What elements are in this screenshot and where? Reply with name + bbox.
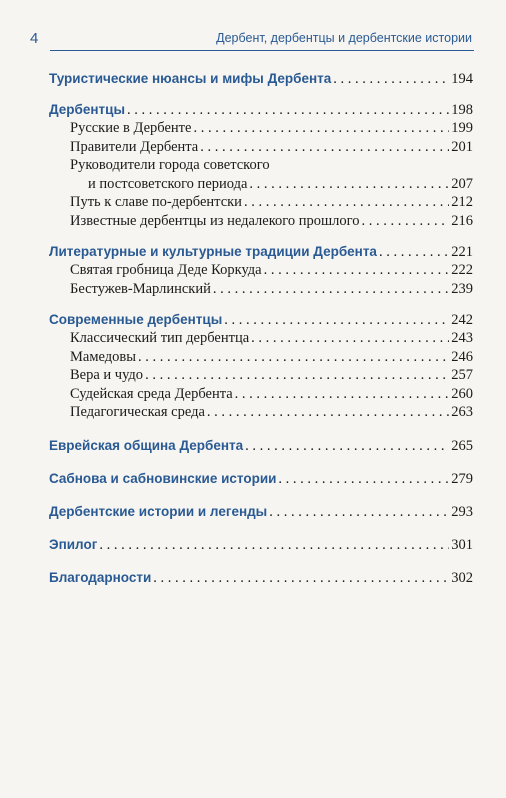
toc-leader-dots xyxy=(278,470,449,488)
toc-page-number: 263 xyxy=(451,404,473,420)
toc-subentry[interactable] xyxy=(49,212,473,231)
toc-leader-dots xyxy=(379,243,449,261)
toc-leader-dots xyxy=(138,348,449,367)
toc-page-number: 221 xyxy=(451,244,473,260)
toc-page-number: 301 xyxy=(451,536,473,553)
toc-subentry[interactable] xyxy=(49,403,473,422)
toc-page-number: 265 xyxy=(451,437,473,454)
toc-entry-title: Русские в Дербенте xyxy=(70,120,192,136)
toc-leader-dots xyxy=(333,70,449,88)
toc-section-sabnova[interactable] xyxy=(49,470,473,488)
toc-section-derbenttsy[interactable] xyxy=(49,101,473,119)
toc-page-number: 279 xyxy=(451,470,473,487)
toc-page-number: 198 xyxy=(451,102,473,118)
toc-entry-title: Святая гробница Деде Коркуда xyxy=(70,262,262,278)
toc-entry-title: Мамедовы xyxy=(70,348,136,365)
toc-page-number: 242 xyxy=(451,312,473,328)
toc-section-tourist-myths[interactable] xyxy=(49,70,473,88)
toc-entry-title: Вера и чудо xyxy=(70,367,144,383)
toc-leader-dots xyxy=(244,193,449,212)
toc-leader-dots xyxy=(145,366,449,385)
running-title: Дербент, дербентцы и дербентские истории xyxy=(216,31,472,45)
toc-page-number: 293 xyxy=(451,503,473,520)
toc-section-epilogue[interactable] xyxy=(49,536,473,554)
toc-leader-dots xyxy=(213,280,449,299)
toc-page-number: 207 xyxy=(451,175,473,192)
toc-leader-dots xyxy=(207,403,449,422)
toc-subentry[interactable] xyxy=(49,261,473,280)
toc-entry-title: Правители Дербента xyxy=(70,138,199,155)
toc-subentry[interactable] xyxy=(49,156,473,175)
toc-subentry[interactable] xyxy=(49,280,473,299)
toc-leader-dots xyxy=(269,503,449,521)
toc-entry-title: Руководители города советского xyxy=(70,157,270,173)
header-rule xyxy=(50,50,474,51)
toc-entry-title: Сабнова и сабновинские истории xyxy=(49,470,277,486)
toc-leader-dots xyxy=(245,437,449,455)
toc-page-number: 257 xyxy=(451,367,473,383)
toc-entry-title: Литературные и культурные традиции Дербента xyxy=(49,244,377,259)
toc-entry-title: Классический тип дербентца xyxy=(70,330,250,346)
toc-section-modern-derbenttsy[interactable] xyxy=(49,311,473,329)
toc-page-number: 222 xyxy=(451,262,473,278)
toc-page-number: 243 xyxy=(451,330,473,346)
toc-leader-dots xyxy=(235,385,450,404)
toc-leader-dots xyxy=(193,119,449,138)
toc-entry-title: Путь к славе по-дербентски xyxy=(70,194,242,210)
toc-subentry[interactable] xyxy=(49,138,473,157)
toc-section-literary-traditions[interactable] xyxy=(49,243,473,261)
toc-leader-dots xyxy=(200,138,449,157)
toc-section-acknowledgements[interactable] xyxy=(49,569,473,587)
toc-subentry[interactable] xyxy=(49,329,473,348)
toc-page-number: 260 xyxy=(451,385,473,402)
toc-subentry[interactable] xyxy=(49,119,473,138)
toc-section-jewish-community[interactable] xyxy=(49,437,473,455)
toc-leader-dots xyxy=(224,311,449,329)
toc-entry-title: Эпилог xyxy=(49,536,98,552)
toc-page-number: 194 xyxy=(451,71,473,87)
toc-subentry[interactable] xyxy=(49,348,473,367)
toc-entry-title: Благодарности xyxy=(49,569,152,585)
table-of-contents xyxy=(49,70,473,587)
toc-section-stories-legends[interactable] xyxy=(49,503,473,521)
toc-entry-title: Педагогическая среда xyxy=(70,404,205,420)
toc-page-number: 216 xyxy=(451,212,473,229)
toc-entry-title: Судейская среда Дербента xyxy=(70,385,233,402)
toc-leader-dots xyxy=(127,101,449,119)
toc-page-number: 246 xyxy=(451,348,473,365)
toc-entry-title: Бестужев-Марлинский xyxy=(70,280,211,297)
toc-page-number: 199 xyxy=(451,120,473,136)
toc-page-number: 201 xyxy=(451,138,473,155)
toc-entry-title: Известные дербентцы из недалекого прошлого xyxy=(70,212,360,229)
toc-subentry[interactable] xyxy=(49,193,473,212)
toc-leader-dots xyxy=(249,175,449,194)
toc-subentry-continuation[interactable] xyxy=(49,175,473,194)
toc-leader-dots xyxy=(251,329,449,348)
toc-leader-dots xyxy=(99,536,449,554)
toc-page-number: 239 xyxy=(451,280,473,297)
toc-subentry[interactable] xyxy=(49,385,473,404)
toc-entry-title: Туристические нюансы и мифы Дербента xyxy=(49,71,332,86)
toc-leader-dots xyxy=(153,569,449,587)
toc-entry-title: Дербентские истории и легенды xyxy=(49,503,268,519)
page-number: 4 xyxy=(30,30,39,47)
toc-entry-title: Современные дербентцы xyxy=(49,312,223,327)
toc-entry-title: Дербентцы xyxy=(49,102,125,117)
toc-subentry[interactable] xyxy=(49,366,473,385)
toc-entry-title: Еврейская община Дербента xyxy=(49,437,244,453)
toc-leader-dots xyxy=(362,212,450,231)
toc-page-number: 212 xyxy=(451,194,473,210)
toc-entry-title: и постсоветского периода xyxy=(88,175,248,192)
toc-leader-dots xyxy=(264,261,450,280)
toc-page-number: 302 xyxy=(451,569,473,586)
